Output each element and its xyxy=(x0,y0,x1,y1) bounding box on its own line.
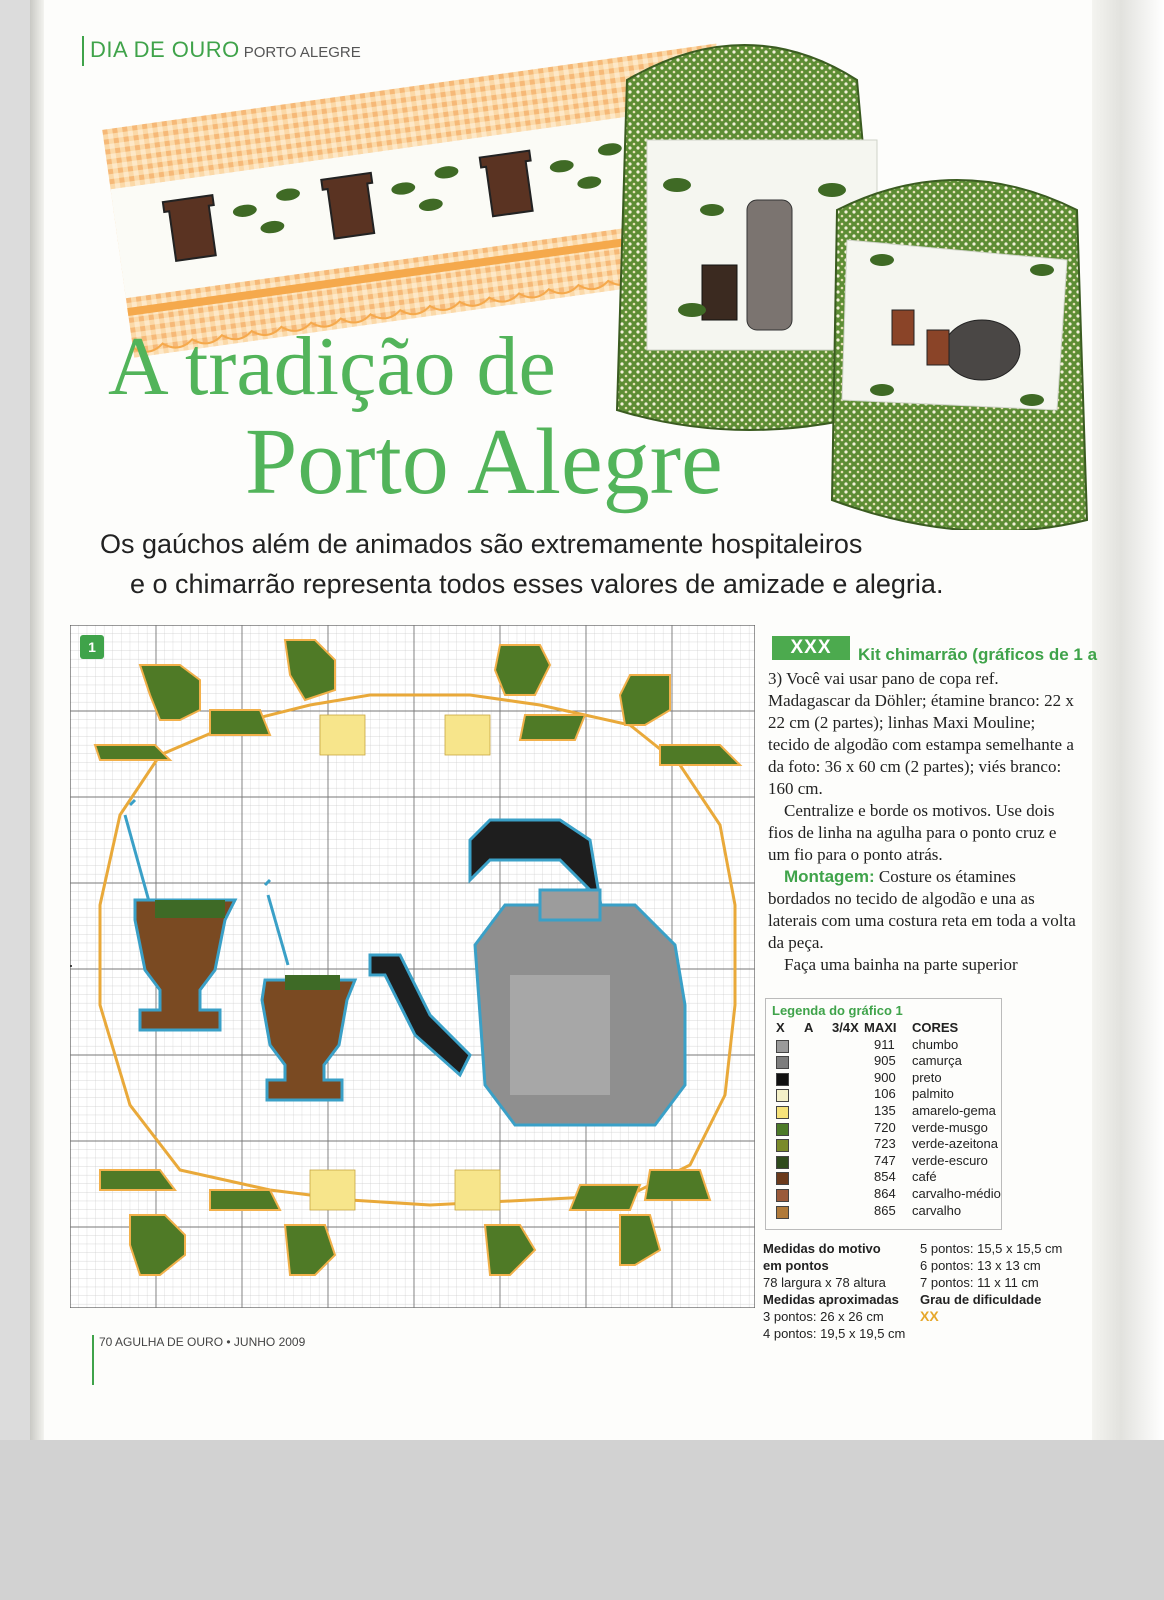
legend-code: 900 xyxy=(874,1069,896,1085)
page-spine xyxy=(30,0,44,1440)
legend-code: 135 xyxy=(874,1102,896,1118)
legend-code: 905 xyxy=(874,1053,896,1069)
lede-line-2: e o chimarrão representa todos esses valores de amizade e alegria. xyxy=(130,569,944,599)
title-line-1: A tradição de xyxy=(108,320,556,413)
color-swatch xyxy=(776,1206,789,1219)
assembly-text: Costure os étamines bordados no tecido de algodão e una as laterais com uma costura reta em toda a volta da peça. xyxy=(768,867,1076,952)
legend-col-cores: CORES xyxy=(912,1020,959,1035)
legend-row xyxy=(766,1169,1001,1186)
legend-color-name: carvalho-médio xyxy=(912,1185,1001,1201)
color-swatch xyxy=(776,1056,789,1069)
kit-badge: XXX xyxy=(772,636,850,660)
lede xyxy=(100,524,1000,604)
legend-col-maxi: MAXI xyxy=(864,1020,897,1035)
footer-text: 70 AGULHA DE OURO • JUNHO 2009 xyxy=(99,1335,306,1349)
legend-code: 865 xyxy=(874,1202,896,1218)
scan-background xyxy=(0,1440,1164,1600)
legend-code: 106 xyxy=(874,1086,896,1102)
cross-stitch-chart xyxy=(70,625,755,1308)
legend-color-name: chumbo xyxy=(912,1036,959,1052)
legend-color-name: amarelo-gema xyxy=(912,1102,996,1118)
header-rule xyxy=(82,36,84,66)
legend-color-name: carvalho xyxy=(912,1202,962,1218)
legend-code: 854 xyxy=(874,1169,896,1185)
difficulty-value: XX xyxy=(920,1308,939,1324)
legend-row xyxy=(766,1037,1001,1054)
measure-5: 5 pontos: 15,5 x 15,5 cm xyxy=(920,1241,1063,1256)
legend-row xyxy=(766,1120,1001,1137)
difficulty-label: Grau de dificuldade xyxy=(920,1292,1042,1307)
measure-4: 4 pontos: 19,5 x 19,5 cm xyxy=(763,1326,906,1341)
instructions-p1: 3) Você vai usar pano de copa ref. Madagascar da Döhler; étamine branco: 22 x 22 cm (2 partes); linhas Maxi Mouline; tecido de algodão com estampa semelhante a da foto: 36 x 60 cm (2 partes); viés branco: 160 cm. xyxy=(768,669,1074,798)
color-swatch xyxy=(776,1189,789,1202)
legend-code: 864 xyxy=(874,1185,896,1201)
lede-line-1: Os gaúchos além de animados são extremamente hospitaleiros xyxy=(100,529,863,559)
legend-rows xyxy=(766,1037,1001,1220)
legend-color-name: verde-azeitona xyxy=(912,1136,998,1152)
measure-6: 6 pontos: 13 x 13 cm xyxy=(920,1258,1041,1273)
section-subname: PORTO ALEGRE xyxy=(243,43,361,61)
legend-row xyxy=(766,1203,1001,1220)
legend-row xyxy=(766,1153,1001,1170)
page-edge xyxy=(1092,0,1164,1440)
color-swatch xyxy=(776,1139,789,1152)
section-name: DIA DE OURO xyxy=(90,36,240,62)
assembly-label: Montagem: xyxy=(784,867,875,886)
legend-title: Legenda do gráfico 1 xyxy=(772,1003,903,1018)
legend-color-name: café xyxy=(912,1169,937,1185)
legend-color-name: preto xyxy=(912,1069,942,1085)
color-swatch xyxy=(776,1156,789,1169)
legend-code: 720 xyxy=(874,1119,896,1135)
motif-label-1: Medidas do motivo xyxy=(763,1241,881,1256)
legend-row xyxy=(766,1086,1001,1103)
legend-row xyxy=(766,1136,1001,1153)
legend-col-a: A xyxy=(804,1020,814,1035)
color-swatch xyxy=(776,1040,789,1053)
section-header xyxy=(82,36,361,64)
color-swatch xyxy=(776,1106,789,1119)
legend-row xyxy=(766,1186,1001,1203)
instructions xyxy=(768,668,1078,976)
motif-label-2: em pontos xyxy=(763,1258,829,1273)
legend-code: 747 xyxy=(874,1152,896,1168)
measures-right xyxy=(920,1240,1062,1325)
legend-color-name: verde-escuro xyxy=(912,1152,988,1168)
page-footer xyxy=(92,1335,305,1385)
legend-col-three-quarter: 3/4X xyxy=(832,1020,859,1035)
legend-color-name: palmito xyxy=(912,1086,954,1102)
title-line-2: Porto Alegre xyxy=(245,410,723,514)
color-swatch xyxy=(776,1123,789,1136)
color-swatch xyxy=(776,1089,789,1102)
color-swatch xyxy=(776,1172,789,1185)
instructions-p3 xyxy=(768,866,1078,954)
measure-7: 7 pontos: 11 x 11 cm xyxy=(920,1275,1039,1290)
footer-rule xyxy=(92,1335,94,1385)
kit-title: Kit chimarrão (gráficos de 1 a xyxy=(858,645,1098,664)
legend-row xyxy=(766,1053,1001,1070)
instructions-p4: Faça uma bainha na parte superior xyxy=(784,955,1018,974)
legend-header-row xyxy=(766,1020,1001,1037)
legend-row xyxy=(766,1070,1001,1087)
measures-left xyxy=(763,1240,905,1342)
legend-box xyxy=(765,998,1002,1230)
instructions-p2: Centralize e borde os motivos. Use dois fios de linha na agulha para o ponto cruz e um fio para o ponto atrás. xyxy=(768,801,1057,864)
legend-color-name: verde-musgo xyxy=(912,1119,988,1135)
measure-3: 3 pontos: 26 x 26 cm xyxy=(763,1309,884,1324)
legend-code: 723 xyxy=(874,1136,896,1152)
motif-value: 78 largura x 78 altura xyxy=(763,1275,886,1290)
chart-number-badge: 1 xyxy=(80,635,104,659)
legend-color-name: camurça xyxy=(912,1053,962,1069)
color-swatch xyxy=(776,1073,789,1086)
approx-label: Medidas aproximadas xyxy=(763,1292,899,1307)
legend-row xyxy=(766,1103,1001,1120)
legend-code: 911 xyxy=(874,1036,895,1052)
legend-col-x: X xyxy=(776,1020,785,1035)
